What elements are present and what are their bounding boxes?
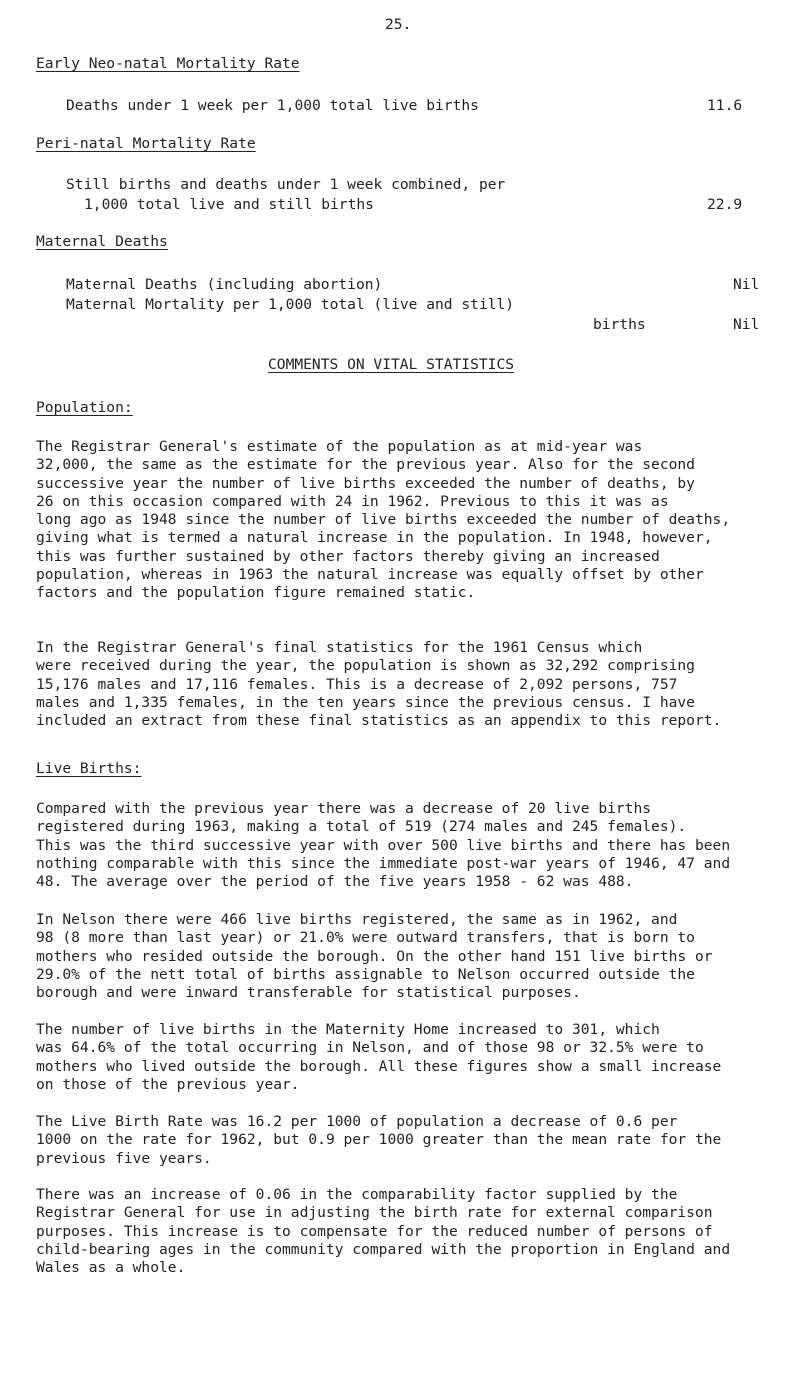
comments-heading: COMMENTS ON VITAL STATISTICS <box>268 356 515 373</box>
population-paragraph-1: The Registrar General's estimate of the population as at mid-year was 32,000, the same as the estimate for the previous year. Also for the second successive year the number of live births exceeded the number of deaths, by 26 on this occasion compared with 24 in 1962. Previous to this it was as long ago as 1948 since the number of live births exceeded the number of deaths, giving what is termed a natural increase in the population. In 1948, however, this was further sustained by other factors thereby giving an increased population, whereas in 1963 the natural increase was equally offset by other factors and the population figure remained static. <box>36 438 731 602</box>
live-births-paragraph-3: The number of live births in the Maternity Home increased to 301, which was 64.6% of the total occurring in Nelson, and of those 98 or 32.5% were to mothers who lived outside the borough. All these figures show a small increase on those of the previous year. <box>36 1021 722 1093</box>
maternal-row2-label-line2: births <box>593 316 646 333</box>
population-heading: Population: <box>36 399 133 416</box>
live-births-paragraph-4: The Live Birth Rate was 16.2 per 1000 of population a decrease of 0.6 per 1000 on the rate for 1962, but 0.9 per 1000 greater than the mean rate for the previous five years. <box>36 1113 722 1167</box>
peri-natal-label-line2: 1,000 total live and still births <box>84 196 374 213</box>
early-neonatal-value: 11.6 <box>707 97 743 114</box>
maternal-row1-label: Maternal Deaths (including abortion) <box>66 276 383 293</box>
live-births-heading: Live Births: <box>36 760 142 777</box>
maternal-row1-value: Nil <box>733 276 760 293</box>
page-number: 25. <box>385 16 412 33</box>
early-neonatal-heading: Early Neo-natal Mortality Rate <box>36 55 300 72</box>
live-births-paragraph-5: There was an increase of 0.06 in the comparability factor supplied by the Registrar General for use in adjusting the birth rate for external comparison purposes. This increase is to compensate for the reduced number of persons of child-bearing ages in the community compared with the proportion in England and Wales as a whole. <box>36 1186 731 1277</box>
population-paragraph-2: In the Registrar General's final statistics for the 1961 Census which were received during the year, the population is shown as 32,292 comprising 15,176 males and 17,116 females. This is a decrease of 2,092 persons, 757 males and 1,335 females, in the ten years since the previous census. I have included an extract from these final statistics as an appendix to this report. <box>36 639 722 730</box>
live-births-paragraph-1: Compared with the previous year there was a decrease of 20 live births registered during 1963, making a total of 519 (274 males and 245 females). This was the third successive year with over 500 live births and there has been nothing comparable with this since the immediate post-war years of 1946, 47 and 48. The average over the period of the five years 1958 - 62 was 488. <box>36 800 731 891</box>
maternal-row2-value: Nil <box>733 316 760 333</box>
peri-natal-label-line1: Still births and deaths under 1 week combined, per <box>66 176 506 193</box>
maternal-row2-label-line1: Maternal Mortality per 1,000 total (live and still) <box>66 296 515 313</box>
maternal-deaths-heading: Maternal Deaths <box>36 233 168 250</box>
peri-natal-value: 22.9 <box>707 196 743 213</box>
peri-natal-heading: Peri-natal Mortality Rate <box>36 135 256 152</box>
live-births-paragraph-2: In Nelson there were 466 live births registered, the same as in 1962, and 98 (8 more than last year) or 21.0% were outward transfers, that is born to mothers who resided outside the borough. On the other hand 151 live births or 29.0% of the nett total of births assignable to Nelson occurred outside the borough and were inward transferable for statistical purposes. <box>36 911 713 1002</box>
early-neonatal-label: Deaths under 1 week per 1,000 total live births <box>66 97 479 114</box>
